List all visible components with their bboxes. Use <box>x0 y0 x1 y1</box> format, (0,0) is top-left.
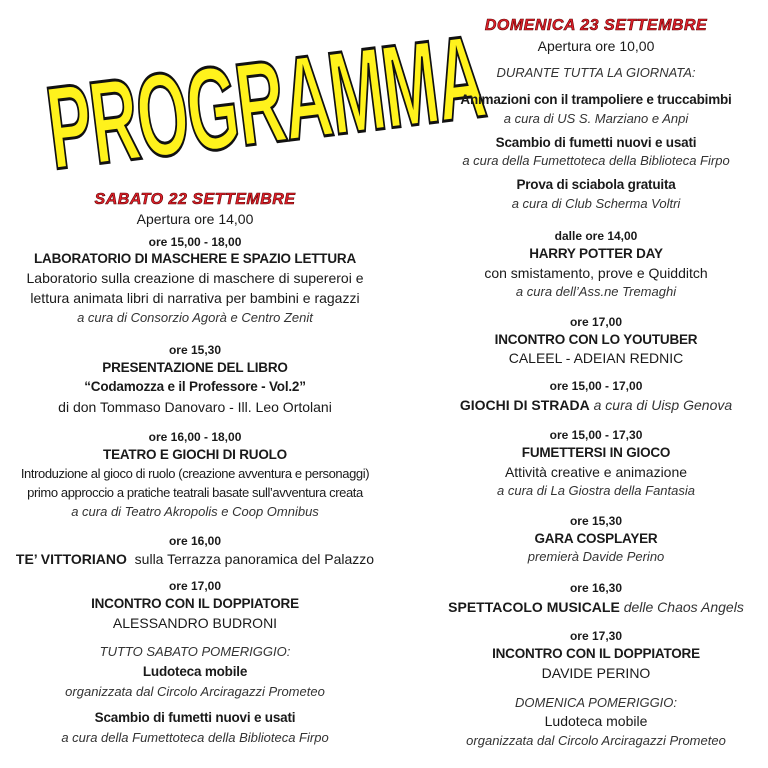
event-location: sulla Terrazza panoramica del Palazzo <box>134 551 375 567</box>
allday-organizer: a cura della Fumettoteca della Biblioteca Firpo <box>462 153 730 168</box>
event-guest: CALEEL - ADEIAN REDNIC <box>508 350 684 366</box>
allday-title: Animazioni con il trampoliere e truccabimbi <box>460 92 732 107</box>
event-time: ore 17,30 <box>569 629 623 643</box>
event-title: GIOCHI DI STRADA <box>459 397 590 413</box>
sunday-opening: Apertura ore 10,00 <box>537 38 655 54</box>
event-time: ore 17,00 <box>569 315 623 329</box>
event-guest: DAVIDE PERINO <box>541 665 651 681</box>
event-title: INCONTRO CON IL DOPPIATORE <box>91 596 299 611</box>
event-description: Introduzione al gioco di ruolo (creazione avventura e personaggi) <box>20 466 370 481</box>
afternoon-organizer: organizzata dal Circolo Arciragazzi Prometeo <box>466 733 726 748</box>
event-time: ore 15,30 <box>168 343 222 357</box>
event-title-line <box>448 600 744 614</box>
event-title: PRESENTAZIONE DEL LIBRO <box>102 360 288 375</box>
event-description: Laboratorio sulla creazione di maschere di supereroi e <box>26 270 364 286</box>
event-organizer: a cura di Consorzio Agorà e Centro Zenit <box>77 310 313 325</box>
event-time: ore 17,00 <box>168 579 222 593</box>
allday-title: Scambio di fumetti nuovi e usati <box>495 135 697 150</box>
event-time: ore 15,00 - 17,30 <box>549 428 643 442</box>
saturday-heading: SABATO 22 SETTEMBRE <box>94 191 296 208</box>
allday-title: Prova di sciabola gratuita <box>516 177 676 192</box>
event-description: primo approccio a pratiche teatrali basate sull’avventura creata <box>27 485 363 500</box>
event-title: TE’ VITTORIANO <box>15 551 127 567</box>
event-title: FUMETTERSI IN GIOCO <box>521 445 671 460</box>
saturday-opening: Apertura ore 14,00 <box>136 211 254 227</box>
event-organizer: a cura dell’Ass.ne Tremaghi <box>515 284 677 299</box>
event-title-line <box>460 398 732 412</box>
book-title: “Codamozza e il Professore - Vol.2” <box>84 379 306 394</box>
event-title: GARA COSPLAYER <box>534 531 658 546</box>
event-title: LABORATORIO DI MASCHERE E SPAZIO LETTURA <box>33 251 357 266</box>
event-time: ore 15,00 - 17,00 <box>549 379 643 393</box>
event-time: ore 15,30 <box>569 514 623 528</box>
event-title: TEATRO E GIOCHI DI RUOLO <box>103 447 287 462</box>
event-time: ore 16,00 <box>168 534 222 548</box>
event-description: lettura animata libri di narrativa per bambini e ragazzi <box>30 290 360 306</box>
event-guest: ALESSANDRO BUDRONI <box>112 615 278 631</box>
afternoon-label: TUTTO SABATO POMERIGGIO: <box>99 644 291 659</box>
event-title: INCONTRO CON LO YOUTUBER <box>494 332 698 347</box>
allday-organizer: a cura di US S. Marziano e Anpi <box>503 111 689 126</box>
afternoon-organizer: organizzata dal Circolo Arciragazzi Prometeo <box>65 684 325 699</box>
afternoon-title: Ludoteca mobile <box>544 713 648 729</box>
event-organizer: premierà Davide Perino <box>527 549 665 564</box>
event-title-line <box>16 552 374 566</box>
event-time: ore 16,30 <box>569 581 623 595</box>
event-time: ore 15,00 - 18,00 <box>148 235 242 249</box>
sunday-heading: DOMENICA 23 SETTEMBRE <box>484 17 708 34</box>
afternoon-organizer: a cura della Fumettoteca della Biblioteca Firpo <box>61 730 329 745</box>
event-time: ore 16,00 - 18,00 <box>148 430 242 444</box>
event-title: INCONTRO CON IL DOPPIATORE <box>492 646 700 661</box>
event-time: dalle ore 14,00 <box>554 229 638 243</box>
event-description: Attività creative e animazione <box>504 464 688 480</box>
afternoon-title: Ludoteca mobile <box>142 664 248 679</box>
event-organizer: a cura di La Giostra della Fantasia <box>497 483 695 498</box>
poster-title: PROGRAMMA <box>40 10 491 196</box>
event-performer: delle Chaos Angels <box>623 599 744 615</box>
event-organizer: a cura di Uisp Genova <box>593 397 733 413</box>
allday-organizer: a cura di Club Scherma Voltri <box>511 196 681 211</box>
afternoon-label: DOMENICA POMERIGGIO: <box>514 695 678 710</box>
allday-label: DURANTE TUTTA LA GIORNATA: <box>496 65 696 80</box>
event-title: HARRY POTTER DAY <box>529 246 663 261</box>
event-title: SPETTACOLO MUSICALE <box>448 599 620 615</box>
afternoon-title: Scambio di fumetti nuovi e usati <box>94 710 296 725</box>
event-description: con smistamento, prove e Quidditch <box>484 265 708 281</box>
event-organizer: a cura di Teatro Akropolis e Coop Omnibus <box>71 504 319 519</box>
book-authors: di don Tommaso Danovaro - Ill. Leo Ortolani <box>58 399 332 415</box>
